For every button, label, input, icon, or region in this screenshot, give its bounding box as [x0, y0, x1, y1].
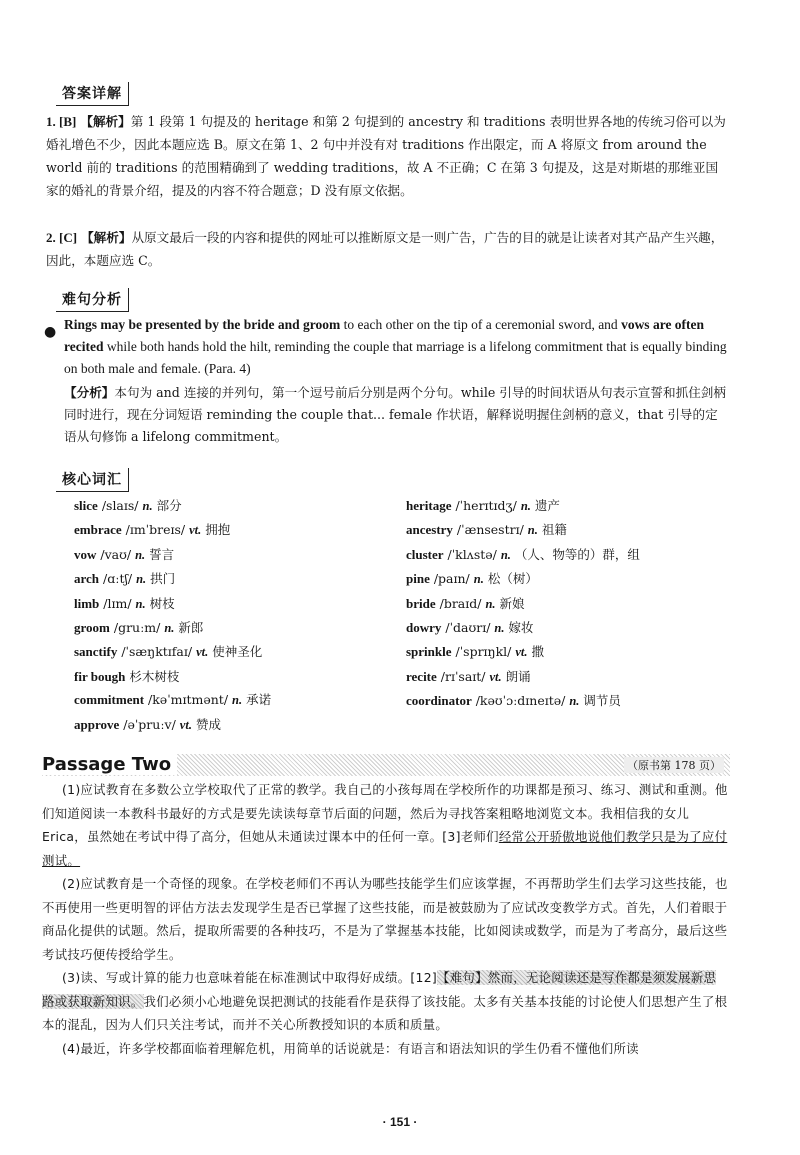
vocab-entry [74, 567, 271, 591]
vocab-word: pine [406, 571, 430, 587]
vocab-meaning: 新娘 [499, 595, 525, 611]
passage-paragraph-3 [42, 966, 728, 1037]
vocab-word: bride [406, 595, 436, 611]
sentence-part: to each other on the tip of a ceremonial sword, and [340, 317, 622, 332]
vocab-entry [406, 567, 640, 591]
vocab-entry [74, 592, 271, 616]
passage-title: Passage Two [42, 754, 177, 775]
vocab-meaning: 朗诵 [505, 668, 531, 684]
vocab-meaning: （人、物等的）群，组 [514, 546, 640, 562]
vocab-meaning: 树枝 [149, 595, 175, 611]
vocab-meaning: 拱门 [150, 571, 176, 587]
p2-text: (2)应试教育是一个奇怪的现象。在学校老师们不再认为哪些技能学生们应该掌握，不再帮助学生们去学习这些技能，也不再使用一些更明智的评估方法去发现学生是否已掌握了这些技能，而是被鼓励为了应试改变教学方式。首先，人们着眼于商品化提供的试题。然后，提取所需要的各种技巧，不是为了掌握基本技能，比如阅读或数学，而是为了考高分，最后这些考试技巧便传授给学生。 [42, 876, 728, 962]
answer-2-number: 2. [C] [46, 230, 78, 245]
vocab-word: approve [74, 716, 120, 732]
vocab-word: slice [74, 498, 98, 513]
vocab-meaning: 承诺 [246, 692, 272, 708]
vocab-entry [74, 665, 271, 688]
difficult-section-title: 难句分析 [56, 288, 129, 312]
vocab-pos: n. [569, 694, 580, 709]
vocab-entry [406, 689, 640, 713]
vocab-section-title: 核心词汇 [56, 468, 129, 492]
p4-text: (4)最近，许多学校都面临着理解危机，用简单的话说就是：有语言和语法知识的学生仍看不懂他们所读 [62, 1041, 639, 1056]
answer-1-tag: 【解析】 [80, 114, 131, 129]
vocab-word: dowry [406, 620, 442, 636]
passage-reference: （原书第 178 页） [624, 757, 724, 773]
vocab-meaning: 誓言 [149, 546, 175, 562]
vocab-entry [74, 713, 271, 737]
vocab-pos: n. [142, 499, 153, 513]
vocab-entry [74, 688, 271, 712]
answer-item-1 [46, 110, 730, 202]
vocab-entry [74, 518, 271, 542]
answer-2-tag: 【解析】 [81, 230, 132, 245]
sentence-part: vows are often recited [64, 317, 705, 354]
p1-underlined: 经常公开骄傲地说他们教学只是为了应付测试。 [42, 829, 728, 868]
vocab-pos: n. [520, 499, 531, 513]
vocab-entry [406, 494, 640, 518]
answer-1-text: 第 1 段第 1 句提及的 heritage 和第 2 句提到的 ancestry 和 traditions 表明世界各地的传统习俗可以为婚礼增色不少，因此本题应选 B。原文在第 1、2 句中并没有对 traditions 作出限定，而 A 将原文 from around the world 前的 traditions 的范围精确到了 wedding traditions，故 A 不正确；C 在第 3 句提及，这是对斯堪的那维亚国家的婚礼的背景介绍，提及的内容不符合题意；D 没有原文依据。 [46, 114, 726, 198]
vocab-word: groom [74, 620, 110, 636]
vocab-ipa: /paɪn/ [433, 571, 470, 587]
vocab-pos: n. [135, 596, 146, 611]
vocab-pos: vt. [179, 717, 192, 732]
vocab-word: coordinator [406, 693, 472, 709]
answer-2-text: 从原文最后一段的内容和提供的网址可以推断原文是一则广告，广告的目的就是让读者对其产品产生兴趣，因此，本题应选 C。 [46, 230, 724, 268]
answers-section-title: 答案详解 [56, 82, 129, 106]
vocab-ipa: /kəˈmɪtmənt/ [148, 692, 229, 708]
vocab-pos: vt. [515, 645, 528, 660]
passage-header [42, 754, 730, 776]
vocab-meaning: 祖籍 [541, 522, 567, 538]
vocab-meaning: 撒 [531, 644, 545, 660]
p3-text-b: 我们必须小心地避免误把测试的技能看作是获得了该技能。太多有关基本技能的讨论使人们思想产生了根本的混乱，因为人们只关注考试，而并不关心所教授知识的本质和质量。 [42, 993, 728, 1032]
vocab-ipa: /ɑːtʃ/ [103, 571, 133, 587]
vocab-meaning: 杉木树枝 [129, 668, 180, 684]
vocab-meaning: 调节员 [583, 693, 621, 709]
vocab-pos: vt. [189, 523, 202, 538]
vocab-ipa: /ˈsprɪŋkl/ [455, 644, 512, 660]
vocab-pos: n. [473, 572, 484, 587]
vocab-ipa: /ˈherɪtɪdʒ/ [455, 498, 517, 513]
analysis-tag: 【分析】 [64, 385, 115, 400]
vocab-pos: n. [527, 523, 538, 538]
vocab-ipa: /rɪˈsaɪt/ [440, 668, 486, 684]
difficult-analysis [64, 382, 730, 448]
passage-paragraph-1 [42, 778, 728, 872]
vocab-word: limb [74, 595, 100, 611]
vocab-entry [74, 640, 271, 664]
vocab-ipa: /vaʊ/ [100, 546, 132, 562]
vocab-list-right [406, 494, 640, 714]
vocab-entry [406, 616, 640, 640]
vocab-pos: n. [485, 596, 496, 611]
vocab-word: arch [74, 571, 100, 587]
vocab-ipa: /ˈdaʊrɪ/ [445, 620, 491, 636]
vocab-ipa: /kəʊˈɔːdɪneɪtə/ [475, 693, 566, 709]
vocab-word: vow [74, 546, 97, 562]
vocab-word: heritage [406, 498, 452, 513]
vocab-entry [406, 592, 640, 616]
vocab-word: embrace [74, 522, 122, 538]
vocab-pos: n. [494, 621, 505, 636]
vocab-meaning: 部分 [156, 498, 182, 513]
vocab-pos: n. [136, 572, 147, 587]
vocab-entry [406, 665, 640, 689]
page-number: · 151 · [382, 1115, 418, 1129]
vocab-pos: n. [135, 547, 146, 562]
answer-1-number: 1. [B] [46, 114, 77, 129]
vocab-entry [406, 518, 640, 542]
vocab-meaning: 嫁妆 [508, 620, 534, 636]
p3-shaded: 【难句】然而，无论阅读还是写作都是须发展新思路或获取新知识。 [42, 970, 717, 1009]
vocab-word: recite [406, 668, 437, 684]
vocab-pos: n. [500, 547, 511, 562]
vocab-ipa: /lɪm/ [103, 595, 132, 611]
answer-item-2 [46, 226, 730, 272]
vocab-ipa: /ˈklʌstə/ [447, 546, 497, 562]
vocab-meaning: 赞成 [195, 716, 221, 732]
vocab-ipa: /slaɪs/ [101, 498, 139, 513]
analysis-text: 本句为 and 连接的并列句，第一个逗号前后分别是两个分句。while 引导的时间状语从句表示宣誓和抓住剑柄同时进行，现在分词短语 reminding the couple that... female 作状语，解释说明握住剑柄的意义，that 引导的定语从句修饰 a lifelong commitment。 [64, 385, 726, 444]
vocab-word: cluster [406, 546, 444, 562]
passage-paragraph-2 [42, 872, 728, 966]
vocab-pos: n. [164, 621, 175, 636]
vocab-word: fir bough [74, 668, 126, 684]
vocab-list-left [74, 494, 271, 737]
vocab-ipa: /ˈsæŋktɪfaɪ/ [121, 644, 193, 660]
p3-text-a: (3)读、写或计算的能力也意味着能在标准测试中取得好成绩。[12] [62, 970, 438, 985]
bullet-icon: ● [44, 324, 57, 340]
vocab-ipa: /gruːm/ [113, 620, 161, 636]
sentence-part: Rings may be presented by the bride and groom [64, 317, 341, 332]
vocab-word: sprinkle [406, 644, 452, 660]
vocab-word: sanctify [74, 644, 118, 660]
vocab-meaning: 使神圣化 [212, 644, 263, 660]
vocab-ipa: /ˈænsestrɪ/ [456, 522, 524, 538]
vocab-pos: vt. [196, 645, 209, 660]
difficult-sentence [64, 314, 730, 380]
vocab-entry [74, 616, 271, 640]
vocab-pos: vt. [489, 669, 502, 684]
vocab-word: ancestry [406, 522, 453, 538]
vocab-ipa: /braɪd/ [439, 595, 482, 611]
vocab-entry [406, 543, 640, 567]
vocab-entry [406, 640, 640, 664]
vocab-meaning: 遗产 [534, 498, 560, 513]
vocab-meaning: 松（树） [487, 571, 538, 587]
vocab-meaning: 拥抱 [205, 522, 231, 538]
passage-paragraph-4 [42, 1037, 728, 1061]
vocab-word: commitment [74, 692, 145, 708]
vocab-meaning: 新郎 [178, 620, 204, 636]
vocab-entry [74, 543, 271, 567]
vocab-entry [74, 494, 271, 518]
p1-text: (1)应试教育在多数公立学校取代了正常的教学。我自己的小孩每周在学校所作的功课都是预习、练习、测试和重测。他们知道阅读一本教科书最好的方式是要先读读每章节后面的问题，然后为寻找答案粗略地浏览文本。我相信我的女儿 Erica，虽然她在考试中得了高分，但她从未通读过课本中的任何一章。[3]老师们 [42, 782, 728, 844]
vocab-pos: n. [232, 693, 243, 708]
vocab-ipa: /ɪmˈbreɪs/ [125, 522, 186, 538]
sentence-part: while both hands hold the hilt, reminding the couple that marriage is a lifelong commitment that is equally binding on both male and female. (Para. 4) [64, 339, 727, 376]
vocab-ipa: /əˈpruːv/ [123, 716, 176, 732]
